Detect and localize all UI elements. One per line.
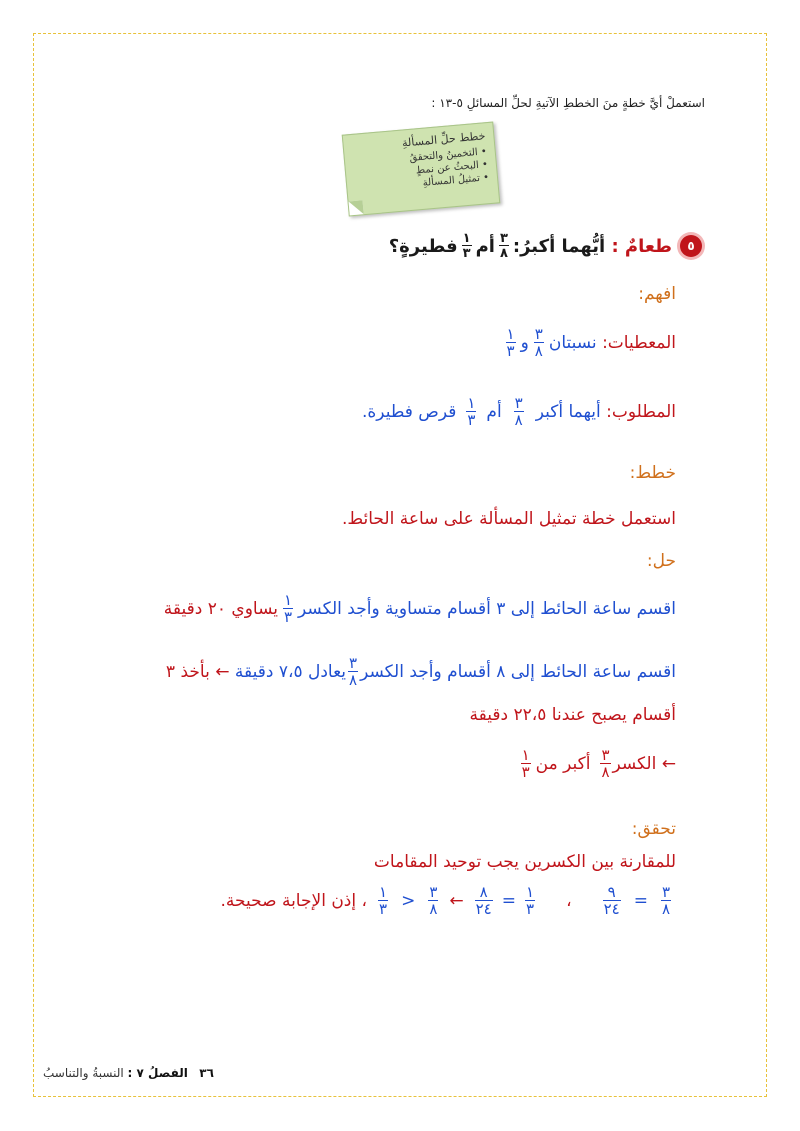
required-line: المطلوب: أيهما أكبر $\frac{٣}{٨}$ أم $\frac{١}{٣}$ قرص فطيرة. xyxy=(362,394,676,429)
check-equation: $\frac{٣}{٨}$ = $\frac{٩}{٢٤}$ ، $\frac{١}{٣}$ = $\frac{٨}{٢٤}$ ← $\frac{٣}{٨}$ < $\frac{١}{٣}$ ، إذن الإجابة صحيحة. xyxy=(220,883,670,918)
strategy-item: • البحثُ عن نمطٍ xyxy=(354,158,489,183)
strategy-sticky-note xyxy=(342,122,501,217)
fraction-1-3: $\frac{١}{٣}$ xyxy=(521,746,530,781)
given-label: المعطيات: xyxy=(602,333,676,353)
question-line: ٥ طعامٌ : أيُّهما أكبرُ: $\frac{٣}{٨}$ أم $\frac{١}{٣}$ فطيرةٍ؟ xyxy=(389,232,702,260)
fraction-3-8: $\frac{٣}{٨}$ xyxy=(499,231,508,261)
question-keyword: طعامٌ : xyxy=(611,235,672,257)
chapter-title: النسبةُ والتناسبُ xyxy=(43,1066,124,1080)
plan-text: استعمل خطة تمثيل المسألة على ساعة الحائط. xyxy=(341,509,676,529)
fraction-1-3: $\frac{١}{٣}$ xyxy=(462,231,471,261)
chapter-label: الفصلُ ٧ : xyxy=(127,1066,188,1080)
fraction-3-8: $\frac{٣}{٨}$ xyxy=(349,654,358,689)
fraction-3-8: $\frac{٣}{٨}$ xyxy=(661,883,670,918)
strategy-item: • التخمينُ والتحققُ xyxy=(353,145,488,170)
fraction-9-24: $\frac{٩}{٢٤}$ xyxy=(603,883,620,918)
note-fold xyxy=(349,200,364,215)
strategy-title: خطط حلِّ المسألةِ xyxy=(401,129,486,150)
arrow-icon: ← xyxy=(661,754,676,774)
instructions: استعملْ أيَّ خطةٍ منَ الخططِ الآتيةِ لحلِّ المسائلِ ٥-١٣ : xyxy=(431,96,705,110)
fraction-8-24: $\frac{٨}{٢٤}$ xyxy=(475,883,492,918)
page-number: ٣٦ xyxy=(199,1066,214,1080)
given-line: المعطيات: نسبتان $\frac{٣}{٨}$ و $\frac{١}{٣}$ xyxy=(506,325,676,360)
fraction-1-3: $\frac{١}{٣}$ xyxy=(283,591,293,626)
fraction-3-8: $\frac{٣}{٨}$ xyxy=(514,394,523,429)
fraction-1-3: $\frac{١}{٣}$ xyxy=(379,883,388,918)
solve-line-1: اقسم ساعة الحائط إلى ٣ أقسام متساوية وأجد الكسر $\frac{١}{٣}$ يساوي ٢٠ دقيقة xyxy=(163,591,676,626)
solve-heading: حل: xyxy=(646,551,676,571)
fraction-1-3: $\frac{١}{٣}$ xyxy=(506,325,515,360)
arrow-icon: ← xyxy=(449,891,464,911)
arrow-icon: ← xyxy=(215,662,230,682)
page-footer xyxy=(43,1066,214,1080)
question-text: أيُّهما أكبرُ: xyxy=(512,235,606,257)
solve-line-2: اقسم ساعة الحائط إلى ٨ أقسام وأجد الكسر $\frac{٣}{٨}$ يعادل ٧،٥ دقيقة ← بأخذ ٣ xyxy=(165,654,676,689)
check-text: للمقارنة بين الكسرين يجب توحيد المقامات xyxy=(373,852,676,872)
fraction-1-3: $\frac{١}{٣}$ xyxy=(526,883,535,918)
check-heading: تحقق: xyxy=(631,819,676,839)
fraction-3-8: $\frac{٣}{٨}$ xyxy=(429,883,438,918)
required-label: المطلوب: xyxy=(606,402,676,422)
fraction-3-8: $\frac{٣}{٨}$ xyxy=(534,325,543,360)
understand-heading: افهم: xyxy=(638,284,676,304)
strategy-item: • تمثيلُ المسألةِ xyxy=(355,171,490,196)
plan-heading: خطط: xyxy=(629,463,676,483)
question-number-badge: ٥ xyxy=(680,235,702,257)
solve-line-4: ← الكسر $\frac{٣}{٨}$ أكبر من $\frac{١}{٣}$ xyxy=(521,746,676,781)
fraction-3-8: $\frac{٣}{٨}$ xyxy=(601,746,610,781)
solve-line-3: أقسام يصبح عندنا ٢٢،٥ دقيقة xyxy=(469,705,676,725)
fraction-1-3: $\frac{١}{٣}$ xyxy=(467,394,476,429)
